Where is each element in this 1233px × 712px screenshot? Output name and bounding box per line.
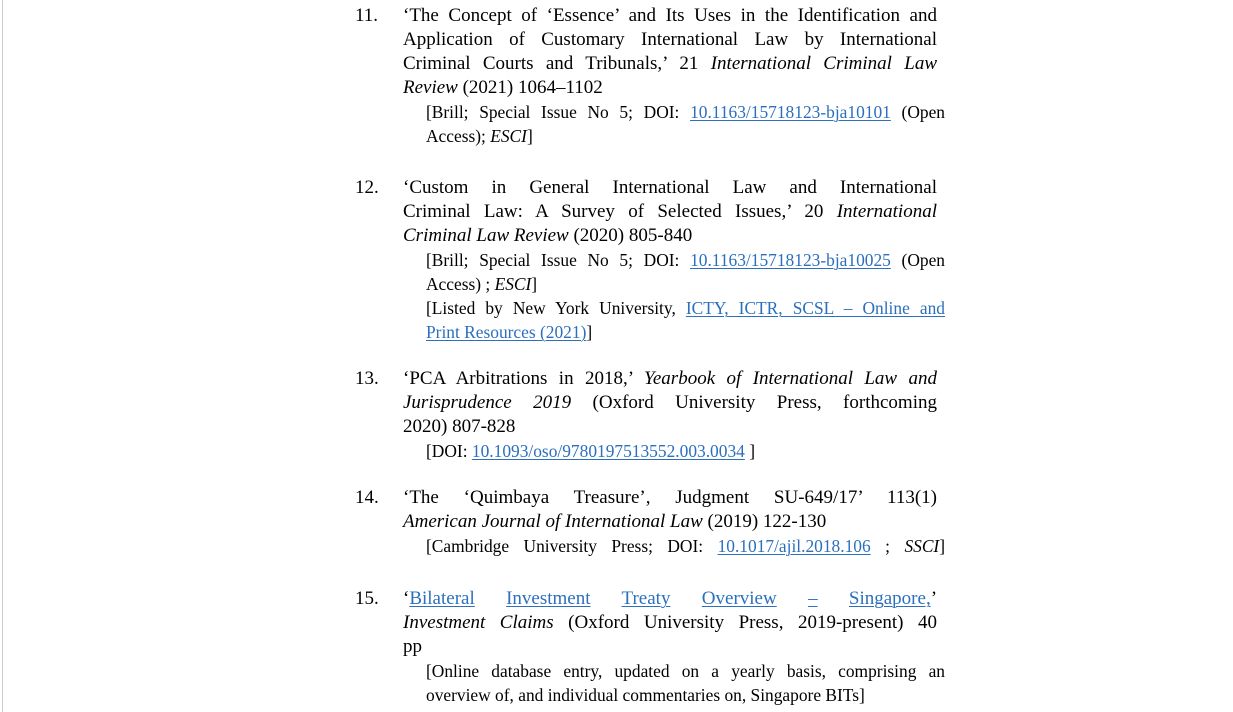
citation-body (403, 486, 946, 558)
text-run: [Online database entry, updated on a yearly basis, comprising an (426, 661, 945, 681)
text-run (818, 588, 849, 609)
citation-line (403, 200, 937, 224)
text-run: [Brill; Special Issue No 5; DOI: (426, 102, 691, 122)
citation-line (403, 635, 937, 659)
text-run (777, 588, 808, 609)
italic-text: Review (403, 77, 458, 98)
text-run: (Open (890, 250, 946, 270)
publication-item-11 (355, 4, 946, 148)
italic-text: ESCI (494, 274, 532, 294)
citation-line (403, 28, 937, 52)
citation-line (403, 176, 937, 200)
text-run: 2020) 807-828 (403, 416, 516, 437)
citation-line (403, 510, 937, 534)
annotation-line (426, 124, 945, 148)
publication-item-13 (355, 367, 937, 463)
text-run: [DOI: (426, 441, 472, 461)
text-run: [Cambridge University Press; DOI: (426, 536, 718, 556)
citation-line (403, 224, 937, 248)
hyperlink[interactable]: Singapore, (848, 588, 931, 609)
annotation-line (426, 272, 945, 296)
citation-body (403, 367, 937, 463)
annotation-line (426, 534, 945, 558)
annotation-line (426, 683, 945, 707)
citation-line (403, 415, 937, 439)
hyperlink[interactable]: Bilateral (409, 588, 475, 609)
text-run: [Listed by New York University, (426, 298, 686, 318)
annotation-line (426, 320, 945, 344)
list-number: 11. (355, 5, 379, 26)
publication-item-14 (355, 486, 946, 558)
text-run: ‘ (403, 588, 410, 609)
hyperlink[interactable]: – (808, 588, 818, 609)
hyperlink[interactable]: 10.1163/15718123-bja10025 (690, 250, 891, 270)
citation-line (403, 611, 937, 635)
text-run: Application of Customary International Law by International (403, 29, 937, 50)
citation-body (403, 4, 946, 148)
text-run: overview of, and individual commentaries on, Singapore BITs] (426, 685, 865, 705)
hyperlink[interactable]: Print Resources (2021) (426, 322, 587, 342)
text-run: (Oxford University Press, forthcoming (571, 392, 937, 413)
citation-line (403, 4, 937, 28)
annotation-line (426, 439, 945, 463)
hyperlink[interactable]: ICTY, ICTR, SCSL – Online and (685, 298, 945, 318)
italic-text: SSCI (904, 536, 940, 556)
text-run: [Brill; Special Issue No 5; DOI: (426, 250, 691, 270)
text-run: (2021) 1064–1102 (457, 77, 603, 98)
list-number: 15. (355, 588, 379, 609)
text-run: ’ (930, 588, 938, 609)
citation-line (403, 52, 937, 76)
text-run: ; (870, 536, 905, 556)
text-run: ‘Custom in General International Law and International (403, 177, 937, 198)
text-run: Access); (426, 126, 491, 146)
hyperlink[interactable]: Investment (506, 588, 591, 609)
text-run: ‘The Concept of ‘Essence’ and Its Uses in the Identification and (403, 5, 937, 26)
text-run: Criminal Courts and Tribunals,’ 21 (403, 53, 711, 74)
text-run: ] (526, 126, 533, 146)
text-run (591, 588, 622, 609)
citation-line (403, 367, 937, 391)
hyperlink[interactable]: 10.1093/oso/9780197513552.003.0034 (471, 441, 745, 461)
text-run (670, 588, 701, 609)
annotation-line (426, 296, 945, 320)
list-number: 14. (355, 487, 379, 508)
italic-text: Criminal Law Review (403, 225, 569, 246)
publication-item-15 (355, 587, 945, 707)
text-run: ‘PCA Arbitrations in 2018,’ (403, 368, 645, 389)
annotation-line (426, 100, 945, 124)
hyperlink[interactable]: 10.1163/15718123-bja10101 (690, 102, 891, 122)
italic-text: International (836, 201, 937, 222)
list-number: 13. (355, 368, 379, 389)
text-run: (Open (890, 102, 946, 122)
annotation-line (426, 248, 945, 272)
text-run: ] (531, 274, 538, 294)
hyperlink[interactable]: Treaty (621, 588, 671, 609)
italic-text: Investment Claims (403, 612, 554, 633)
citation-body (403, 176, 946, 344)
publication-item-12 (355, 176, 946, 344)
italic-text: Jurisprudence 2019 (403, 392, 572, 413)
hyperlink[interactable]: Overview (701, 588, 777, 609)
text-run: (Oxford University Press, 2019-present) 40 (553, 612, 937, 633)
text-run: ‘The ‘Quimbaya Treasure’, Judgment SU-649/17’ 113(1) (403, 487, 937, 508)
italic-text: Yearbook of International Law and (644, 368, 937, 389)
citation-line (403, 76, 937, 100)
citation-line (403, 391, 937, 415)
text-run: Criminal Law: A Survey of Selected Issues,’ 20 (403, 201, 837, 222)
citation-line (403, 587, 937, 611)
annotation-line (426, 659, 945, 683)
italic-text: International Criminal Law (710, 53, 937, 74)
text-run: (2019) 122-130 (702, 511, 827, 532)
text-run: pp (403, 636, 422, 657)
text-run: Access) ; (426, 274, 495, 294)
text-run: ] (939, 536, 946, 556)
list-number: 12. (355, 177, 379, 198)
text-run: ] (586, 322, 593, 342)
italic-text: ESCI (490, 126, 527, 146)
italic-text: American Journal of International Law (403, 511, 703, 532)
text-run (475, 588, 506, 609)
citation-line (403, 486, 937, 510)
citation-body (403, 587, 945, 707)
hyperlink[interactable]: 10.1017/ajil.2018.106 (717, 536, 871, 556)
text-run: (2020) 805-840 (568, 225, 693, 246)
text-run: ] (744, 441, 755, 461)
